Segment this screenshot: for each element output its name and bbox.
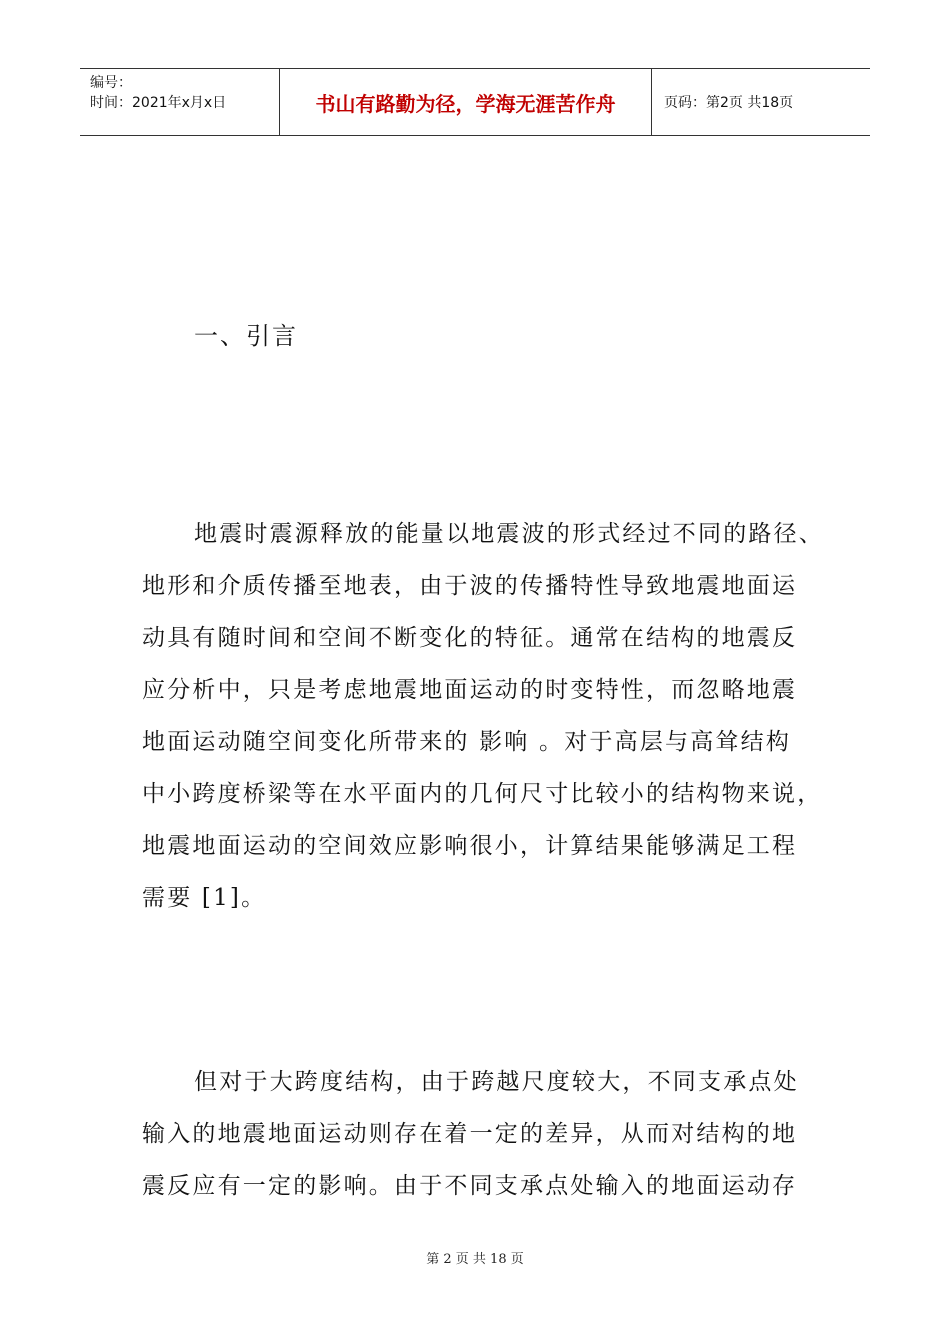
number-label: 编号： [90,75,132,91]
paragraph-line: 地震地面运动的空间效应影响很小，计算结果能够满足工程 [142,833,798,859]
paragraph-line: 动具有随时间和空间不断变化的特征。通常在结构的地震反 [142,625,798,651]
paragraph-line: 地面运动随空间变化所带来的 影响 。对于高层与高耸结构 [142,729,792,755]
paragraph-line: 地形和介质传播至地表，由于波的传播特性导致地震地面运 [142,573,798,599]
date-label: 时间：2021年x月x日 [90,95,227,111]
section-heading: 一、引言 [194,322,298,350]
header-meta [80,69,280,135]
paragraph-line: 但对于大跨度结构，由于跨越尺度较大，不同支承点处 [194,1069,799,1095]
header-page-info: 页码：第2页 共18页 [664,95,794,111]
paragraph-line: 震反应有一定的影响。由于不同支承点处输入的地面运动存 [142,1173,798,1199]
header-motto: 书山有路勤为径，学海无涯苦作舟 [280,69,652,135]
page-footer: 第 2 页 共 18 页 [426,1252,524,1267]
paragraph-line: 地震时震源释放的能量以地震波的形式经过不同的路径、 [194,521,824,547]
paragraph-2 [142,1056,832,1212]
paragraph-line: 输入的地震地面运动则存在着一定的差异，从而对结构的地 [142,1121,798,1147]
paragraph-line: 应分析中，只是考虑地震地面运动的时变特性，而忽略地震 [142,677,798,703]
paragraph-1 [142,508,832,924]
page-header [80,68,870,136]
paragraph-line: 中小跨度桥梁等在水平面内的几何尺寸比较小的结构物来说， [142,781,823,807]
paragraph-line: 需要 [1]。 [142,885,267,911]
